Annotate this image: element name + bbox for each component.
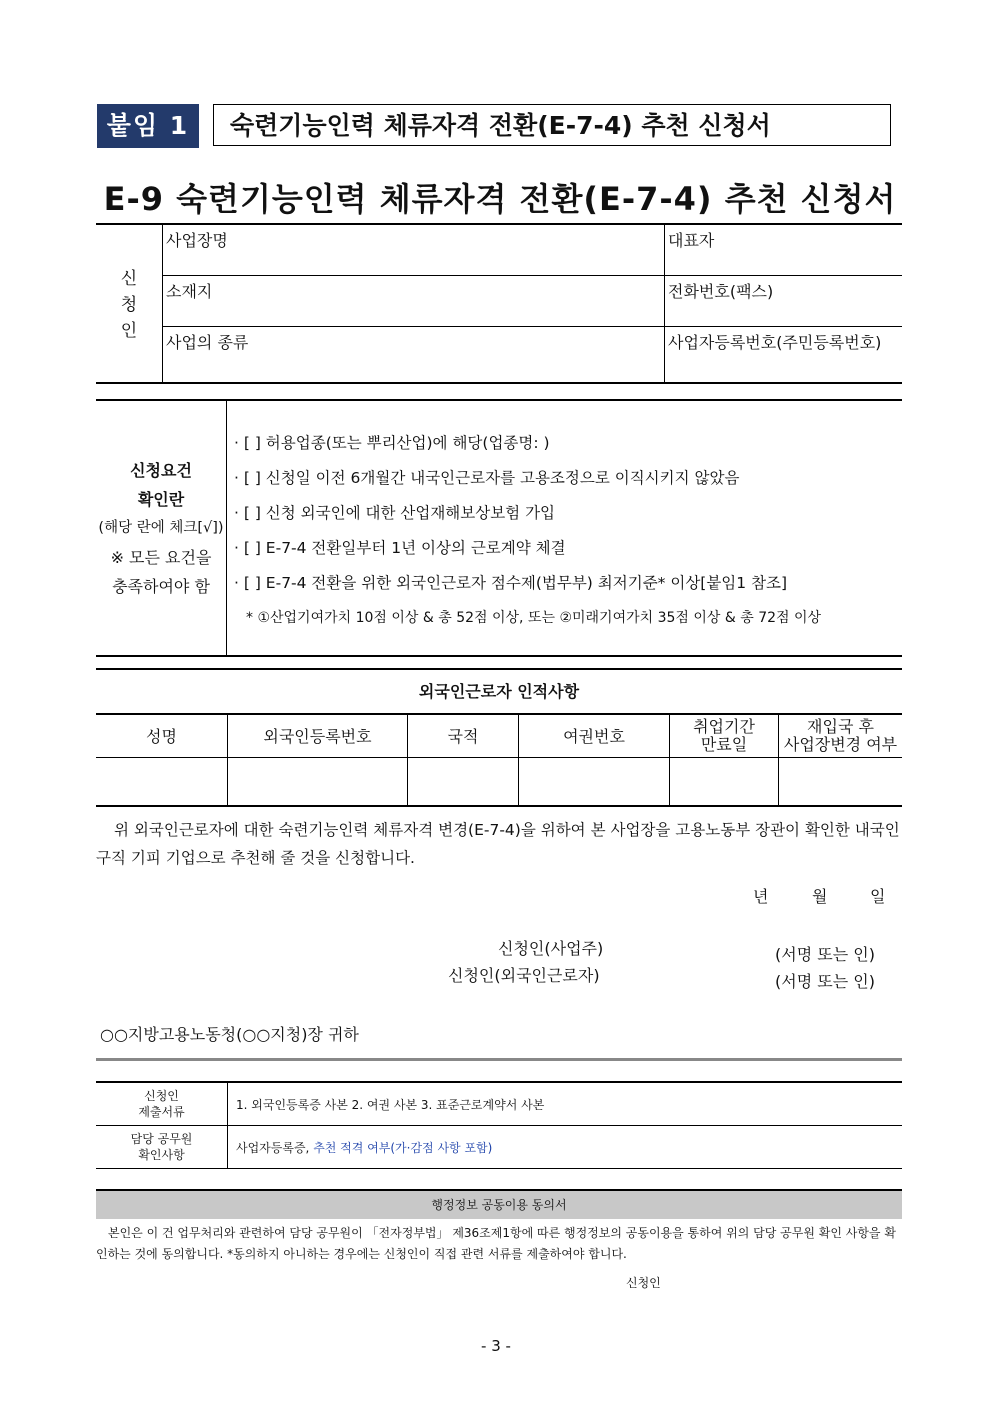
divider — [96, 1058, 902, 1061]
applicant-side-label — [96, 224, 163, 383]
req-label-line: (해당 란에 체크[√]) — [98, 520, 224, 536]
side-char: 청 — [120, 295, 138, 315]
consent-text: 본인은 이 건 업무처리와 관련하여 담당 공무원이 「전자정부법」 제36조제1항에 따른 행정정보의 공동이용을 통하여 위의 담당 공무원 확인 사항을 확인하는 것에 동의합니다. *동의하지 아니하는 경우에는 신청인이 직접 관련 서류를 제출하여야 합니다. — [96, 1226, 896, 1261]
attachment-badge: 붙임 1 — [97, 104, 199, 148]
submit-docs-list: 1. 외국인등록증 사본 2. 여권 사본 3. 표준근로계약서 사본 — [228, 1082, 903, 1126]
col-nationality: 국적 — [408, 714, 519, 758]
req-label-line: 신청요건 — [130, 461, 192, 480]
address-label: 소재지 — [166, 282, 213, 301]
side-char: 인 — [120, 321, 138, 341]
representative-field[interactable] — [665, 224, 903, 276]
page-number: - 3 - — [481, 1337, 511, 1355]
requirement-item[interactable]: · [ ] E-7-4 전환을 위한 외국인근로자 점수제(법무부) 최저기준* 이상[붙임1 참조] — [234, 574, 788, 592]
cell-expiry[interactable] — [670, 758, 779, 806]
cell-reentry[interactable] — [779, 758, 903, 806]
requirement-item[interactable]: · [ ] E-7-4 전환일부터 1년 이상의 근로계약 체결 — [234, 539, 566, 557]
cell-passport-no[interactable] — [519, 758, 670, 806]
worker-section-title: 외국인근로자 인적사항 — [96, 668, 902, 715]
business-name-field[interactable] — [163, 224, 665, 276]
requirements-label — [96, 401, 227, 655]
signer-worker: 신청인(외국인근로자) — [448, 966, 600, 985]
check-prefix: 사업자등록증, — [236, 1140, 314, 1155]
req-label-line: 충족하여야 함 — [112, 577, 210, 596]
req-label-line: ※ 모든 요건을 — [110, 548, 212, 567]
documents-table — [96, 1081, 902, 1169]
header-title-box: 숙련기능인력 체류자격 전환(E-7-4) 추천 신청서 — [213, 104, 891, 146]
form-title: E-9 숙련기능인력 체류자격 전환(E-7-4) 추천 신청서 — [103, 180, 897, 218]
date-day: 일 — [870, 887, 886, 906]
side-char: 신 — [120, 269, 138, 289]
worker-table — [96, 713, 902, 807]
col-expiry: 취업기간 만료일 — [670, 714, 779, 758]
date-month: 월 — [812, 887, 828, 906]
consent-title: 행정정보 공동이용 동의서 — [96, 1189, 902, 1219]
applicant-table — [96, 223, 902, 384]
requirement-note: * ①산업기여가치 10점 이상 & 총 52점 이상, 또는 ②미래기여가치 35점 이상 & 총 72점 이상 — [246, 610, 822, 626]
submit-docs-label: 신청인 제출서류 — [96, 1082, 228, 1126]
requirements-section — [96, 399, 902, 657]
address-field[interactable] — [163, 276, 665, 327]
date-year: 년 — [753, 887, 769, 906]
cell-nationality[interactable] — [408, 758, 519, 806]
requirement-item[interactable]: · [ ] 신청 외국인에 대한 산업재해보상보험 가입 — [234, 504, 556, 522]
sign-worker[interactable]: (서명 또는 인) — [775, 972, 875, 991]
registration-no-field[interactable] — [665, 327, 903, 384]
registration-no-label: 사업자등록번호(주민등록번호) — [668, 333, 882, 352]
check-highlight: 추천 적격 여부(가·감점 사항 포함) — [313, 1140, 493, 1155]
phone-label: 전화번호(팩스) — [668, 282, 774, 301]
cell-alien-reg-no[interactable] — [228, 758, 408, 806]
business-type-field[interactable] — [163, 327, 665, 384]
sign-employer[interactable]: (서명 또는 인) — [775, 945, 875, 964]
signer-employer: 신청인(사업주) — [498, 939, 604, 958]
statement-paragraph: 위 외국인근로자에 대한 숙련기능인력 체류자격 변경(E-7-4)을 위하여 본 사업장을 고용노동부 장관이 확인한 내국인 구직 기피 기업으로 추천해 줄 것을 신청합니다. — [96, 821, 900, 867]
addressee: ○○지방고용노동청(○○지청)장 귀하 — [100, 1025, 359, 1044]
requirement-item[interactable]: · [ ] 허용업종(또는 뿌리산업)에 해당(업종명: ) — [234, 434, 550, 452]
consent-signer[interactable]: 신청인 — [626, 1276, 661, 1290]
official-check-label: 담당 공무원 확인사항 — [96, 1126, 228, 1169]
col-reentry: 재입국 후 사업장변경 여부 — [779, 714, 903, 758]
official-check-items — [228, 1126, 903, 1169]
business-type-label: 사업의 종류 — [166, 333, 249, 352]
requirement-item[interactable]: · [ ] 신청일 이전 6개월간 내국인근로자를 고용조정으로 이직시키지 않았음 — [234, 469, 740, 487]
business-name-label: 사업장명 — [166, 231, 228, 250]
representative-label: 대표자 — [668, 231, 715, 250]
phone-field[interactable] — [665, 276, 903, 327]
col-name: 성명 — [96, 714, 228, 758]
cell-name[interactable] — [96, 758, 228, 806]
req-label-line: 확인란 — [137, 490, 185, 509]
col-alien-reg-no: 외국인등록번호 — [228, 714, 408, 758]
col-passport-no: 여권번호 — [519, 714, 670, 758]
